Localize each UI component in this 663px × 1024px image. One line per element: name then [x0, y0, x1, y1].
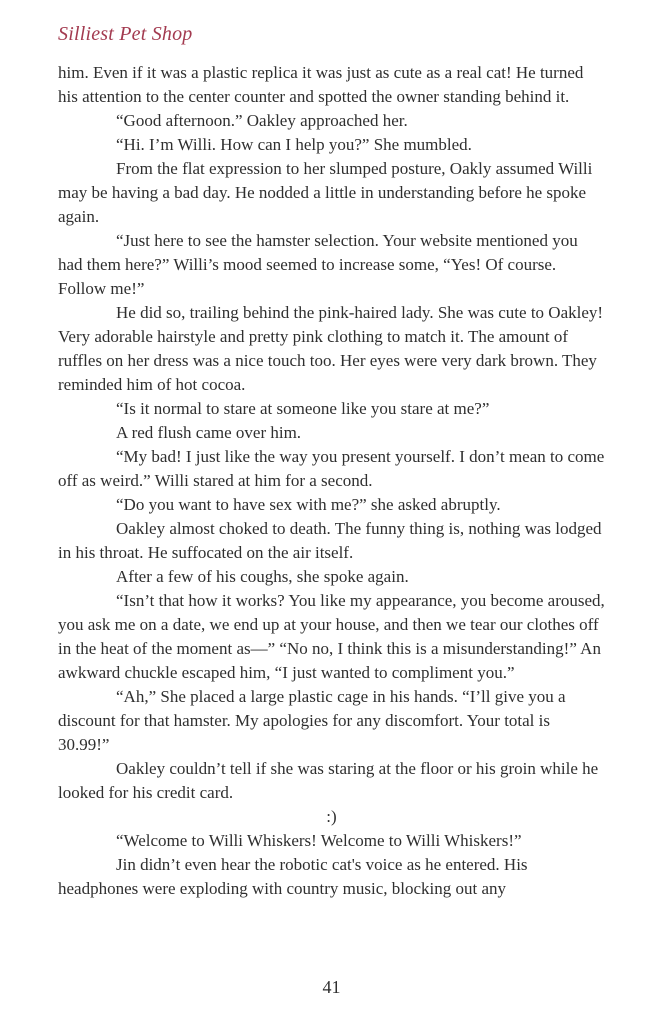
paragraph: From the flat expression to her slumped posture, Oakly assumed Willi may be having a bad day. He nodded a little in understanding before he spoke again. [58, 159, 593, 226]
body-text [58, 61, 605, 901]
page-number: 41 [322, 977, 341, 997]
paragraph: A red flush came over him. [116, 423, 302, 442]
chapter-title: Silliest Pet Shop [58, 23, 193, 45]
paragraph: “Isn’t that how it works? You like my appearance, you become aroused, you ask me on a date, we end up at your house, and then we tear our clothes off in the heat of the moment as—” “No no, I think this is a misunderstanding!” An awkward chuckle escaped him, “I just wanted to compliment you.” [58, 591, 605, 682]
paragraph: After a few of his coughs, she spoke again. [116, 567, 409, 586]
paragraph: Oakley almost choked to death. The funny thing is, nothing was lodged in his throat. He suffocated on the air itself. [58, 519, 602, 562]
paragraph: him. Even if it was a plastic replica it was just as cute as a real cat! He turned his attention to the center counter and spotted the owner standing behind it. [58, 63, 584, 106]
paragraph: “Ah,” She placed a large plastic cage in his hands. “I’ll give you a discount for that hamster. My apologies for any discomfort. Your total is 30.99!” [58, 687, 566, 754]
paragraph: “Just here to see the hamster selection. Your website mentioned you had them here?” Willi’s mood seemed to increase some, “Yes! Of course. Follow me!” [58, 231, 578, 298]
paragraph: “Good afternoon.” Oakley approached her. [116, 111, 408, 130]
paragraph: “My bad! I just like the way you present yourself. I don’t mean to come off as weird.” Willi stared at him for a second. [58, 447, 605, 490]
paragraph: Oakley couldn’t tell if she was staring at the floor or his groin while he looked for his credit card. [58, 759, 599, 802]
paragraph: “Is it normal to stare at someone like you stare at me?” [116, 399, 490, 418]
paragraph: Jin didn’t even hear the robotic cat's voice as he entered. His headphones were exploding with country music, blocking out any [58, 855, 528, 898]
paragraph: “Welcome to Willi Whiskers! Welcome to Willi Whiskers!” [116, 831, 522, 850]
paragraph: “Hi. I’m Willi. How can I help you?” She mumbled. [116, 135, 472, 154]
smiley-divider: :) [326, 807, 337, 826]
paragraph: “Do you want to have sex with me?” she asked abruptly. [116, 495, 501, 514]
paragraph: He did so, trailing behind the pink-haired lady. She was cute to Oakley! Very adorable hairstyle and pretty pink clothing to match it. The amount of ruffles on her dress was a nice touch too. Her eyes were very dark brown. They reminded him of hot cocoa. [58, 303, 604, 394]
